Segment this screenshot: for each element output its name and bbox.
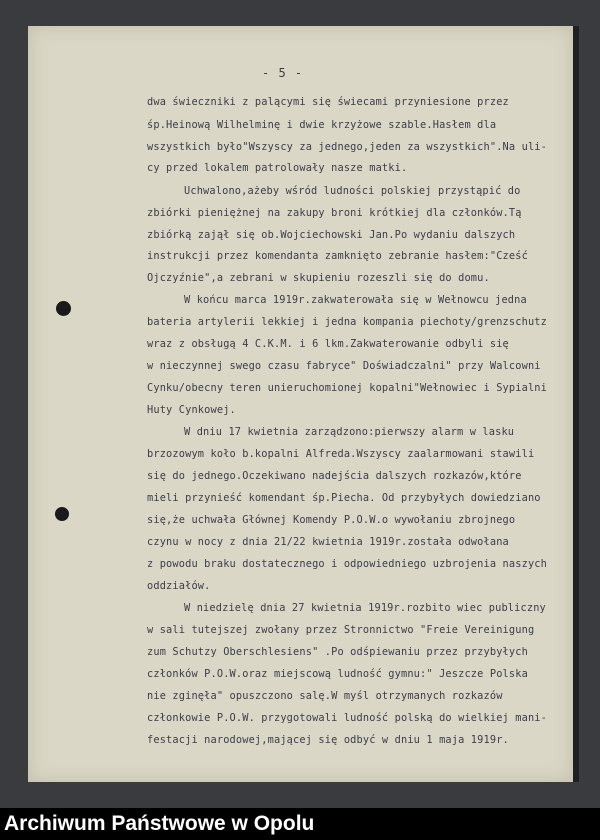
text-line: członkowie P.O.W. przygotowali ludność polską do wielkiej mani- [147,712,548,724]
text-line: bateria artylerii lekkiej i jedna kompania piechoty/grenzschutz [147,316,548,328]
text-line: się do jednego.Oczekiwano nadejścia dalszych rozkazów,które [147,470,522,482]
text-line: Huty Cynkowej. [147,404,236,416]
punch-hole [55,507,69,521]
text-line: zbiórki pieniężnej na zakupy broni krótkiej dla członków.Tą [147,207,522,219]
text-line: w nieczynnej swego czasu fabryce" Doświadczalni" przy Walcowni [147,360,541,372]
text-line: instrukcji przez komendanta zamknięto zebranie hasłem:"Cześć [147,250,528,262]
text-line: W końcu marca 1919r.zakwaterowała się w Wełnowcu jedna [184,294,527,306]
text-line: czynu w nocy z dnia 21/22 kwietnia 1919r.została odwołana [147,536,509,548]
archive-footer [0,808,600,840]
text-line: cy przed lokalem patrolowały nasze matki. [147,162,408,174]
text-line: Uchwalono,ażeby wśród ludności polskiej przystąpić do [184,185,521,197]
text-line: mieli przynieść komendant śp.Piecha. Od przybyłych dowiedziano [147,492,541,504]
page-number: - 5 - [262,66,304,80]
text-line: członków P.O.W.oraz miejscową ludność gymnu:" Jeszcze Polska [147,668,528,680]
text-line: w sali tutejszej zwołany przez Stronnictwo "Freie Vereinigung [147,624,535,636]
text-line: Cynku/obecny teren unieruchomionej kopalni"Wełnowiec i Sypialni [147,382,548,394]
text-line: wraz z obsługą 4 C.K.M. i 6 lkm.Zakwaterowanie odbyli się [147,338,509,350]
text-line: wszystkich było"Wszyscy za jednego,jeden za wszystkich".Na uli- [147,141,548,153]
text-line: festacji narodowej,mającej się odbyć w dniu 1 maja 1919r. [147,734,509,746]
text-line: W niedzielę dnia 27 kwietnia 1919r.rozbito wiec publiczny [184,602,546,614]
text-line: z powodu braku dostatecznego i odpowiedniego uzbrojenia naszych [147,558,548,570]
text-line: Ojczyźnie",a zebrani w skupieniu rozeszli się do domu. [147,272,490,284]
text-line: dwa świeczniki z palącymi się świecami przyniesione przez [147,96,509,108]
archive-name: Archiwum Państwowe w Opolu [4,812,315,835]
punch-hole [56,301,71,316]
text-line: śp.Heinową Wilhelminę i dwie krzyżowe szable.Hasłem dla [147,119,497,131]
text-line: nie zginęła" opuszczono salę.W myśl otrzymanych rozkazów [147,690,503,702]
text-line: brzozowym koło b.kopalni Alfreda.Wszyscy zaalarmowani stawili [147,448,535,460]
text-line: oddziałów. [147,580,211,592]
text-line: W dniu 17 kwietnia zarządzono:pierwszy alarm w lasku [184,426,515,438]
page-edge [573,26,579,782]
text-line: się,że uchwała Głównej Komendy P.O.W.o wywołaniu zbrojnego [147,514,516,526]
text-line: zbiórką zajął się ob.Wojciechowski Jan.Po wydaniu dalszych [147,229,516,241]
text-line: zum Schutzy Oberschlesiens" .Po odśpiewaniu przez przybyłych [147,646,528,658]
